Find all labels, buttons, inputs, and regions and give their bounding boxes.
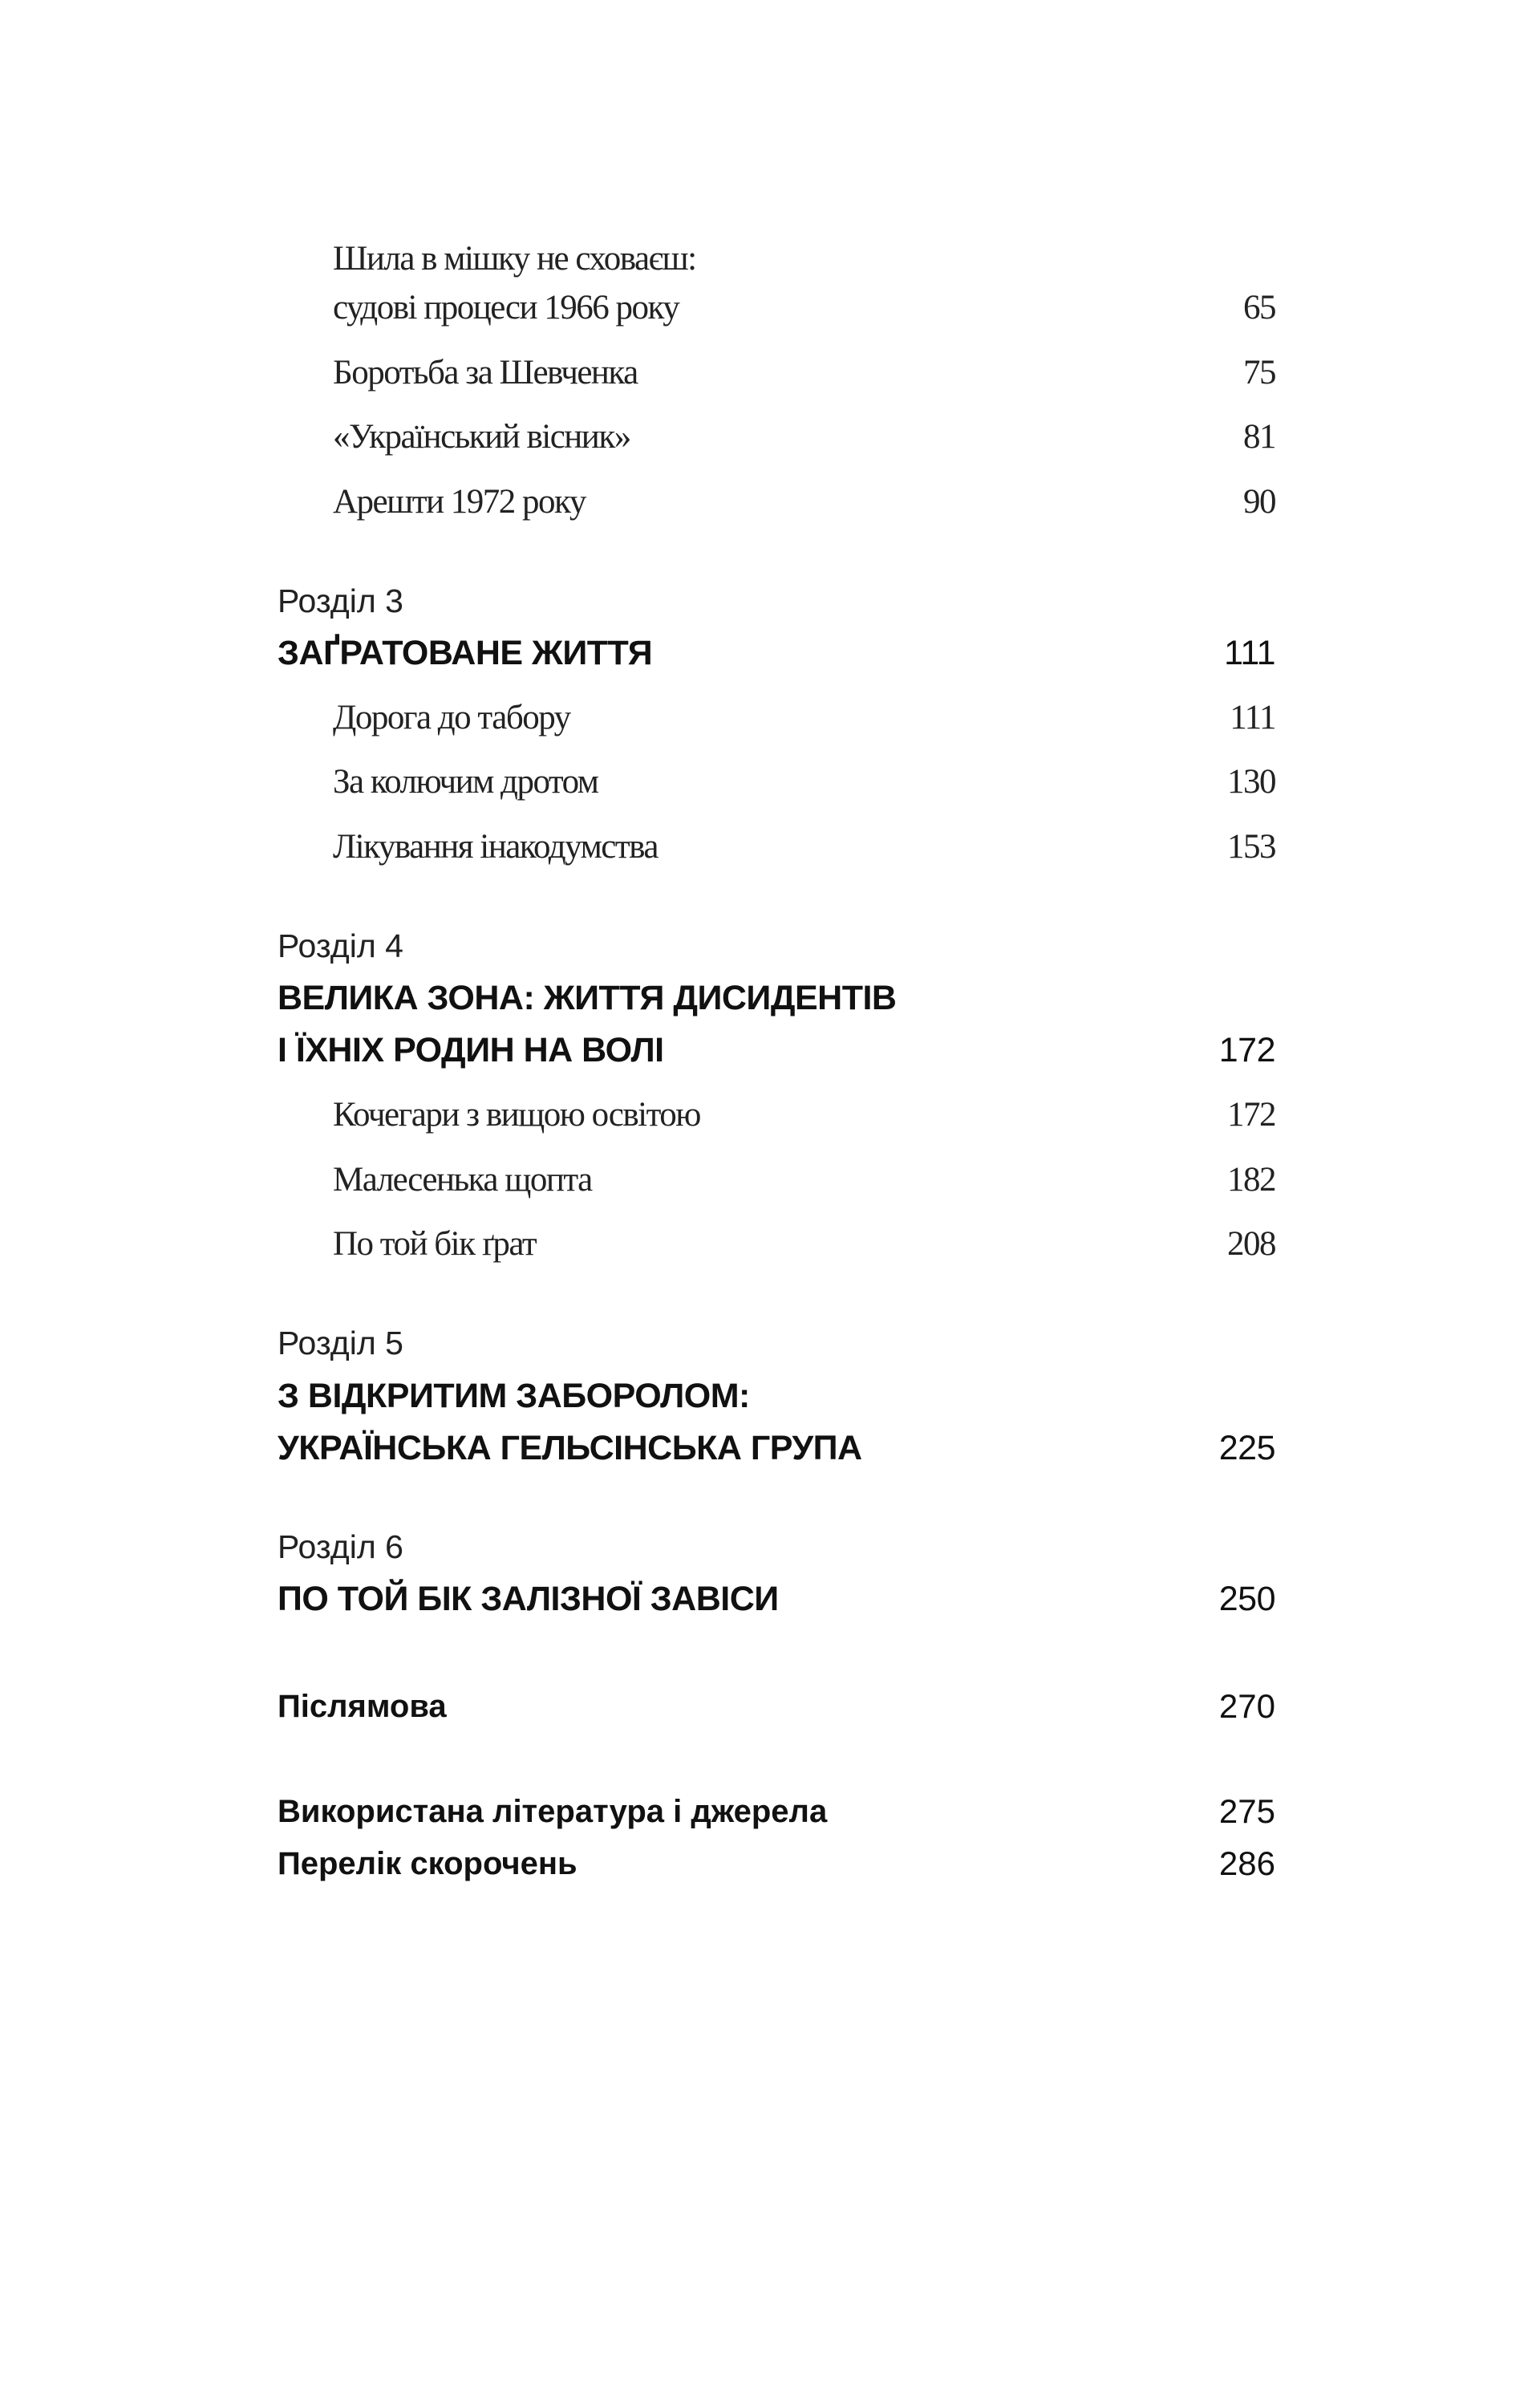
- chapter-label-text: Розділ 4: [278, 927, 403, 964]
- toc-entry: [333, 760, 1275, 805]
- entry-title: Дорога до табору: [333, 699, 570, 736]
- chapter-page: 250: [1218, 1580, 1275, 1618]
- entry-page: 75: [1243, 354, 1275, 392]
- entry-title: Боротьба за Шевченка: [333, 354, 638, 392]
- entry-title: Шила в мішку не сховаєш:: [333, 240, 696, 278]
- chapter-page: 172: [1218, 1031, 1275, 1069]
- entry-page: 208: [1227, 1225, 1275, 1263]
- chapter-title: З ВІДКРИТИМ ЗАБОРОЛОМ:: [278, 1377, 750, 1415]
- toc-abbreviations: [278, 1841, 1275, 1886]
- entry-page: 81: [1243, 418, 1275, 456]
- entry-page: 172: [1227, 1096, 1275, 1134]
- entry-page: 65: [1243, 289, 1275, 327]
- chapter-heading: [278, 1576, 1275, 1621]
- entry-page: 130: [1227, 763, 1275, 801]
- chapter-label-text: Розділ 5: [278, 1325, 403, 1361]
- toc-entry: [333, 1158, 1275, 1203]
- toc-afterword: [278, 1684, 1275, 1729]
- toc-entry: [333, 286, 1275, 331]
- toc-entry: [333, 1093, 1275, 1138]
- entry-title: Малесенька щопта: [333, 1161, 592, 1199]
- entry-page: 153: [1227, 828, 1275, 866]
- entry-title: Арешти 1972 року: [333, 483, 586, 521]
- entry-title: судові процеси 1966 року: [333, 289, 679, 327]
- entry-title: Використана література і джерела: [278, 1794, 828, 1829]
- toc-entry: [333, 237, 1275, 282]
- entry-page: 90: [1243, 483, 1275, 521]
- entry-title: По той бік ґрат: [333, 1225, 537, 1263]
- entry-page: 286: [1218, 1844, 1275, 1882]
- entry-title: Кочегари з вищою освітою: [333, 1096, 700, 1134]
- entry-title: «Український вісник»: [333, 418, 630, 456]
- chapter-label: [278, 1524, 1275, 1569]
- entry-title: За колючим дротом: [333, 763, 598, 801]
- entry-title: Післямова: [278, 1689, 447, 1724]
- entry-page: 270: [1218, 1687, 1275, 1725]
- chapter-label-text: Розділ 3: [278, 582, 403, 619]
- chapter-heading: [278, 1373, 1275, 1418]
- chapter-label-text: Розділ 6: [278, 1528, 403, 1565]
- chapter-label: [278, 1321, 1275, 1365]
- entry-title: Перелік скорочень: [278, 1846, 578, 1881]
- toc-entry: [333, 825, 1275, 870]
- chapter-heading: [278, 1028, 1275, 1073]
- entry-page: 182: [1227, 1161, 1275, 1199]
- chapter-page: 111: [1224, 634, 1275, 672]
- toc-sources: [278, 1789, 1275, 1834]
- chapter-title: ЗАҐРАТОВАНЕ ЖИТТЯ: [278, 634, 653, 672]
- chapter-label: [278, 578, 1275, 623]
- chapter-heading: [278, 631, 1275, 676]
- entry-page: 111: [1230, 699, 1275, 736]
- toc-entry: [333, 696, 1275, 740]
- chapter-title: УКРАЇНСЬКА ГЕЛЬСІНСЬКА ГРУПА: [278, 1429, 862, 1467]
- entry-page: 275: [1218, 1792, 1275, 1830]
- toc-entry: [333, 480, 1275, 525]
- chapter-page: 225: [1218, 1429, 1275, 1467]
- chapter-title: ПО ТОЙ БІК ЗАЛІЗНОЇ ЗАВІСИ: [278, 1580, 779, 1618]
- chapter-title: ВЕЛИКА ЗОНА: ЖИТТЯ ДИСИДЕНТІВ: [278, 979, 897, 1017]
- toc-entry: [333, 351, 1275, 396]
- chapter-heading: [278, 1426, 1275, 1471]
- chapter-label: [278, 923, 1275, 968]
- chapter-title: І ЇХНІХ РОДИН НА ВОЛІ: [278, 1031, 664, 1069]
- entry-title: Лікування інакодумства: [333, 828, 658, 866]
- toc-entry: [333, 415, 1275, 460]
- chapter-heading: [278, 976, 1275, 1020]
- toc-entry: [333, 1222, 1275, 1267]
